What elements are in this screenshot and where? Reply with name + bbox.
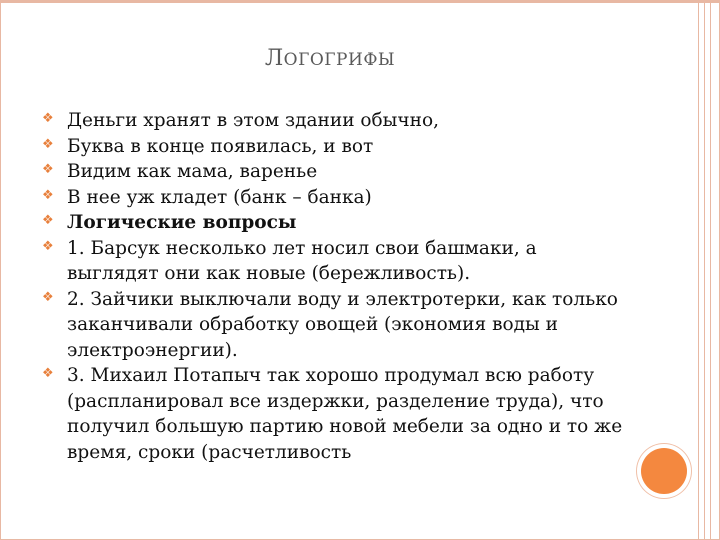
right-decor-line	[698, 0, 699, 540]
diamond-bullet-icon: ❖	[42, 187, 54, 203]
diamond-bullet-icon: ❖	[42, 111, 54, 126]
bullet-text: Буква в конце появилась, и вот	[67, 135, 374, 157]
bullet-text: В нее уж кладет (банк – банка)	[67, 186, 372, 208]
bullet-text: 2. Зайчики выключали воду и электротерки, как только заканчивали обработку овощей (экономия воды и электроэнергии).	[67, 288, 618, 361]
bullet-item	[42, 236, 632, 287]
title-rest: ОГОГРИФЫ	[283, 50, 396, 70]
slide-title	[220, 46, 440, 71]
bullet-item-heading	[42, 210, 632, 236]
diamond-bullet-icon: ❖	[42, 238, 54, 254]
diamond-bullet-icon: ❖	[42, 366, 54, 381]
bullet-text: Логические вопросы	[67, 212, 297, 233]
decorative-circle	[641, 448, 687, 494]
top-border-bar	[0, 0, 720, 3]
bullet-text: 3. Михаил Потапыч так хорошо продумал всю работу (распланировал все издержки, разделение труда), что получил большую партию новой мебели за одно и то же время, сроки (расчетливость	[67, 365, 623, 463]
diamond-bullet-icon: ❖	[42, 136, 54, 152]
title-first-letter: Л	[264, 46, 284, 71]
right-decor-line	[710, 0, 711, 540]
bullet-item	[42, 159, 632, 185]
diamond-bullet-icon: ❖	[42, 213, 54, 228]
bullet-item	[42, 185, 632, 211]
bullet-list	[42, 108, 632, 465]
bullet-item	[42, 363, 632, 465]
diamond-bullet-icon: ❖	[42, 289, 54, 305]
bullet-text: Деньги хранят в этом здании обычно,	[67, 110, 439, 131]
bullet-text: Видим как мама, варенье	[67, 161, 318, 182]
bullet-text: 1. Барсук несколько лет носил свои башмаки, а выглядят они как новые (бережливость).	[67, 237, 537, 284]
right-decor-line	[704, 0, 705, 540]
diamond-bullet-icon: ❖	[42, 162, 54, 177]
bullet-item	[42, 108, 632, 134]
bullet-item	[42, 134, 632, 160]
bullet-item	[42, 287, 632, 364]
